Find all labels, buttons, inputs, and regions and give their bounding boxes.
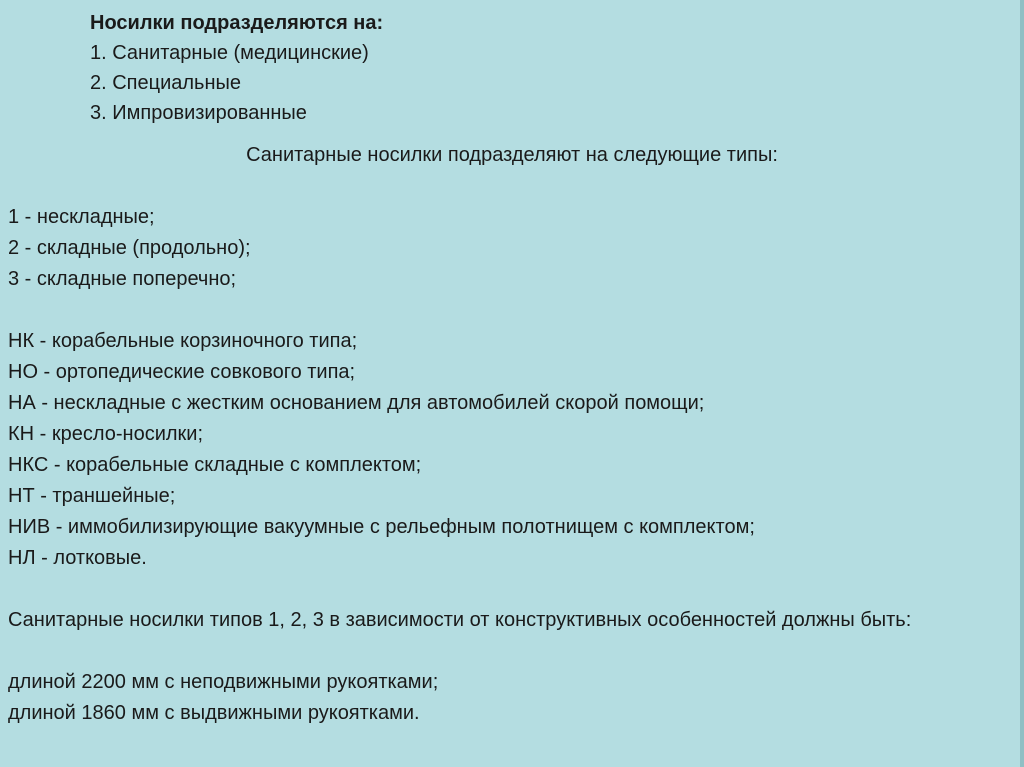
length-item: длиной 2200 мм с неподвижными рукоятками; — [8, 671, 439, 693]
classification-item: 1. Санитарные (медицинские) — [90, 42, 369, 64]
type-item: 1 - нескладные; — [8, 206, 155, 228]
classification-block — [90, 8, 383, 128]
types-body — [8, 202, 1013, 729]
code-item: НИВ - иммобилизирующие вакуумные с рельефным полотнищем с комплектом; — [8, 516, 755, 538]
code-item: НТ - траншейные; — [8, 485, 176, 507]
spacer — [8, 636, 1013, 667]
code-item: КН - кресло-носилки; — [8, 423, 204, 445]
slide-edge — [1020, 0, 1024, 767]
code-item: НА - нескладные с жестким основанием для автомобилей скорой помощи; — [8, 392, 705, 414]
spacer — [8, 574, 1013, 605]
requirement-text: Санитарные носилки типов 1, 2, 3 в зависимости от конструктивных особенностей должны быть: — [8, 609, 912, 631]
type-item: 3 - складные поперечно; — [8, 268, 237, 290]
classification-item: 3. Импровизированные — [90, 102, 307, 124]
classification-heading: Носилки подразделяются на: — [90, 12, 384, 34]
classification-item: 2. Специальные — [90, 72, 242, 94]
code-item: НК - корабельные корзиночного типа; — [8, 330, 358, 352]
spacer — [8, 295, 1013, 326]
code-item: НКС - корабельные складные с комплектом; — [8, 454, 422, 476]
code-item: НЛ - лотковые. — [8, 547, 147, 569]
types-subtitle: Санитарные носилки подразделяют на следующие типы: — [246, 144, 778, 166]
code-item: НО - ортопедические совкового типа; — [8, 361, 356, 383]
type-item: 2 - складные (продольно); — [8, 237, 251, 259]
length-item: длиной 1860 мм с выдвижными рукоятками. — [8, 702, 420, 724]
